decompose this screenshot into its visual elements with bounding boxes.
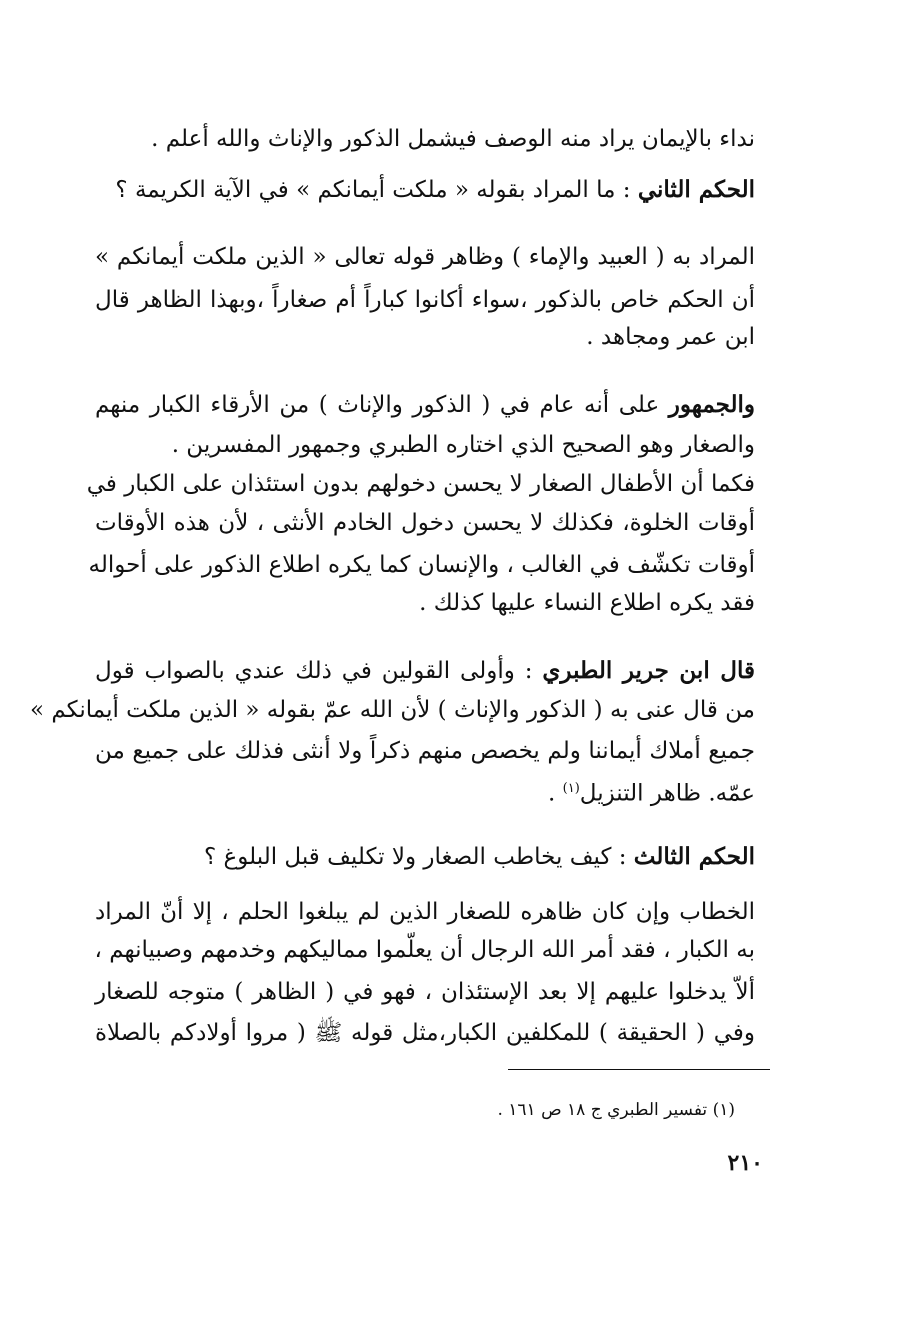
text-line-18: وفي ( الحقيقة ) للمكلفين الكبار،مثل قوله ﷺ ( مروا أولادكم بالصلاة [95,1020,755,1046]
heading-ruling-two-label: الحكم الثاني [637,176,755,203]
majority-label: والجمهور [668,391,755,418]
text-line-3: أن الحكم خاص بالذكور ،سواء أكانوا كباراً أم صغاراً ،وبهذا الظاهر قال [95,287,755,313]
text-line-7: فكما أن الأطفال الصغار لا يحسن دخولهم بدون استئذان على الكبار في [86,471,755,497]
text-line-6: والصغار وهو الصحيح الذي اختاره الطبري وجمهور المفسرين . [171,432,755,458]
text-line-14-body: عمّه. ظاهر التنزيل [579,780,755,807]
text-line-12: من قال عنى به ( الذكور والإناث ) لأن الله عمّ بقوله « الذين ملكت أيمانكم » [29,697,755,723]
text-line-16: به الكبار ، فقد أمر الله الرجال أن يعلّموا مماليكهم وخدمهم وصبيانهم ، [94,937,755,963]
majority-text: على أنه عام في ( الذكور والإناث ) من الأرقاء الكبار منهم [95,392,660,418]
tabari-line [95,654,755,688]
text-line-13: جميع أملاك أيماننا ولم يخصص منهم ذكراً ولا أنثى فذلك على جميع من [95,738,755,764]
text-line-8: أوقات الخلوة، فكذلك لا يحسن دخول الخادم الأنثى ، لأن هذه الأوقات [95,510,755,536]
majority-line [95,388,755,422]
text-line-14 [95,772,755,811]
footnote-divider [508,1069,770,1070]
footnote: (١) تفسير الطبري ج ١٨ ص ١٦١ . [497,1100,735,1120]
text-line-4: ابن عمر ومجاهد . [586,324,755,350]
text-line-17: ألاّ يدخلوا عليهم إلا بعد الإستئذان ، فهو في ( الظاهر ) متوجه للصغار [95,979,755,1005]
text-line-14-tail: . [548,780,556,807]
text-line-2: المراد به ( العبيد والإماء ) وظاهر قوله تعالى « الذين ملكت أيمانكم » [95,244,755,270]
heading-ruling-three [95,840,755,874]
text-line-9: أوقات تكشّف في الغالب ، والإنسان كما يكره اطلاع الذكور على أحواله [88,552,755,578]
heading-ruling-two-text: : ما المراد بقوله « ملكت أيمانكم » في الآية الكريمة ؟ [115,177,631,203]
footnote-marker: (١) [562,781,580,796]
tabari-text: : وأولى القولين في ذلك عندي بالصواب قول [95,658,533,684]
heading-ruling-three-label: الحكم الثالث [633,843,755,870]
text-line-10: فقد يكره اطلاع النساء عليها كذلك . [419,590,755,616]
text-line-1: نداء بالإيمان يراد منه الوصف فيشمل الذكور والإناث والله أعلم . [151,126,755,152]
page-number: ٢١٠ [727,1150,763,1176]
heading-ruling-two [95,173,755,207]
text-line-15: الخطاب وإن كان ظاهره للصغار الذين لم يبلغوا الحلم ، إلا أنّ المراد [95,899,755,925]
heading-ruling-three-text: : كيف يخاطب الصغار ولا تكليف قبل البلوغ ؟ [204,844,627,870]
tabari-label: قال ابن جرير الطبري [542,657,756,684]
